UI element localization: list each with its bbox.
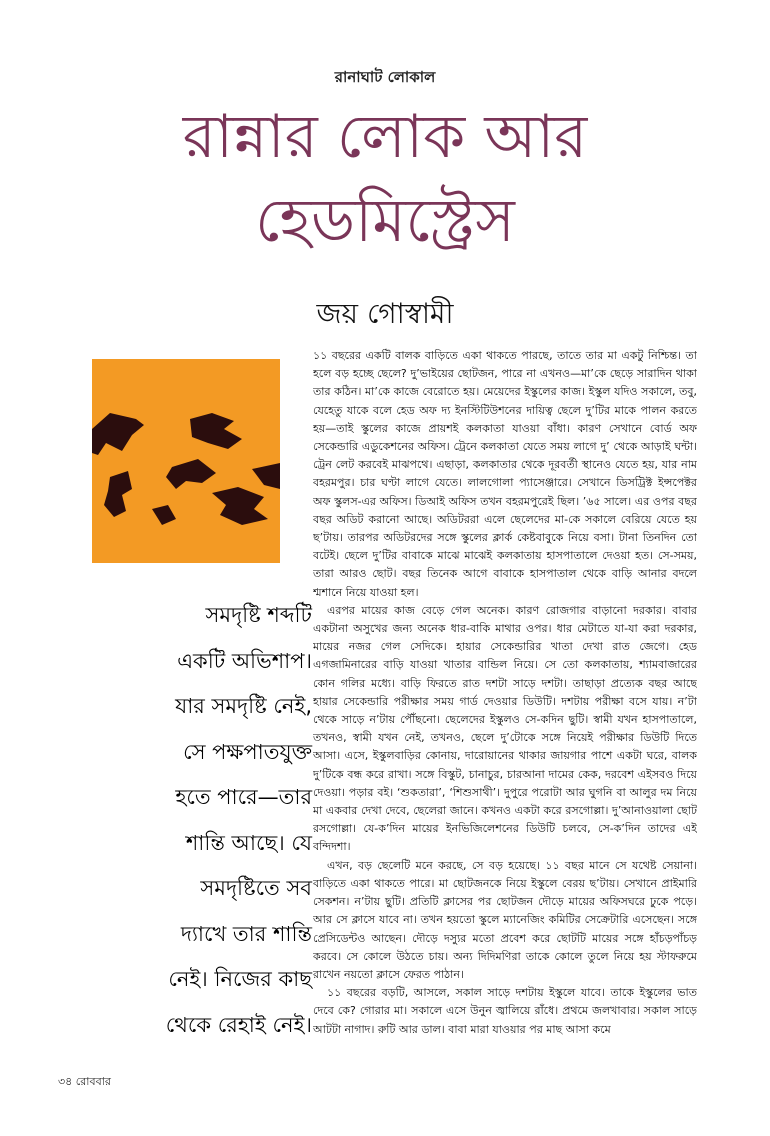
pullquote-line: থেকে রেহাই নেই।: [165, 1012, 312, 1037]
illustration-background: [92, 359, 280, 563]
title-line-1: রান্নার লোক আর: [182, 102, 588, 172]
pullquote-line: সমদৃষ্টিতে সব: [200, 876, 312, 900]
section-kicker: রানাঘাট লোকাল: [334, 68, 436, 86]
author-byline: জয় গোস্বামী: [316, 297, 454, 330]
article-body: [313, 347, 697, 1063]
pullquote-line: শান্তি আছে। যে: [185, 830, 312, 855]
body-paragraph: এরপর মায়ের কাজ বেড়ে গেল অনেক। কারণ রোজগার বাড়ানো দরকার। বাবার একটানা অসুখের জন্য অনেক ধার-বাকি মাথার ওপর। ধার মেটাতে যা-যা করা দরকার, মায়ের নজর গেল সেদিকে। হায়ার সেকেন্ডারির খাতা দেখা রাত জেগে। হেড এগজামিনারের বাড়ি যাওয়া খাতার বান্ডিল নিয়ে। সে তো কলকাতায়, শ্যামবাজারের কোন গলির মধ্যে। বাড়ি ফিরতে রাত দশটা সাড়ে দশটা। তাছাড়া প্রত্যেক বছর আছে হায়ার সেকেন্ডারি পরীক্ষার সময় গার্ড দেওয়ার ডিউটি। দশটায় পরীক্ষা বসে যায়। ন’টা থেকে সাড়ে ন’টায় পৌঁছনো। ছেলেদের ইস্কুলও সে-কদিন ছুটি। স্বামী যখন হাসপাতালে, তখনও, স্বামী যখন নেই, তখনও, ছেলে দু’টোকে সঙ্গে নিয়েই পরীক্ষার ডিউটি দিতে আসা। এসে, ইস্কুলবাড়ির কোনায়, দারোয়ানের থাকার জায়গার পাশে একটা ঘরে, বালক দু’টিকে বন্ধ করে রাখা। সঙ্গে বিস্কুট, চানাচুর, চারআনা দামের কেক, দরবেশ এইসবও দিয়ে দেওয়া। পড়ার বই। ‘শুকতারা’, ‘শিশুসাথী’। দুপুরে পরোটা আর ঘুগনি বা আলুর দম নিয়ে মা একবার দেখা দেবে, ছেলেরা জানে। কখনও একটা করে রসগোল্লা। দু’আনাওয়ালা ছোট রসগোল্লা। যে-ক’দিন মায়ের ইনভিজিলেশনের ডিউটি চলবে, সে-ক’দিন তাদের এই বন্দিদশা।: [313, 603, 697, 854]
abstract-illustration: [92, 359, 280, 563]
page-folio: ৩৪ রোববার: [58, 1075, 111, 1088]
title-line-2: হেডমিস্ট্রেস: [255, 186, 515, 256]
body-paragraph: এখন, বড় ছেলেটি মনে করছে, সে বড় হয়েছে। ১১ বছর মানে সে যথেষ্ট সেয়ানা। বাড়িতে একা থাকতে পারে। মা ছোটজনকে নিয়ে ইস্কুলে বেরয় ছ’টায়। সেখানে প্রাইমারি সেকশন। ন’টায় ছুটি। প্রতিটি ক্লাসের পর ছোটজন দৌড়ে মায়ের অফিসঘরে ঢুকে পড়ে। আর সে ক্লাসে যাবে না। তখন হয়তো স্কুলে ম্যানেজিং কমিটির সেক্রেটারি এসেছেন। সঙ্গে প্রেসিডেন্টও আছেন। দৌড়ে দস্যুর মতো প্রবেশ করে ছোটটি মায়ের সঙ্গে হাঁচড়পাঁচড় করবে। সে কোলে উঠতে চায়। অন্য দিদিমণিরা তাকে কোলে তুলে নিয়ে হয় স্টাফরুমে রাখেন নয়তো ক্লাসে ফেরত পাঠান।: [313, 858, 697, 981]
pull-quote: [112, 593, 312, 1048]
body-paragraph: ১১ বছরের বড়টি, আসলে, সকাল সাড়ে দশটায় ইস্কুলে যাবে। তাকে ইস্কুলের ভাত দেবে কে? গোরার মা। সকালে এসে উনুন জ্বালিয়ে রাঁধে। প্রথমে জলখাবার। সকাল সাড়ে আটটা নাগাদ। রুটি আর ডাল। বাবা মারা যাওয়ার পর মাছ আসা কমে: [313, 986, 697, 1036]
pullquote-line: নেই। নিজের কাছ: [168, 967, 312, 991]
pullquote-line: হতে পারে—তার: [175, 785, 312, 809]
pullquote-line: সমদৃষ্টি শব্দটি: [205, 603, 312, 627]
article-title: [60, 95, 710, 263]
pullquote-line: দ্যাখে তার শান্তি: [180, 921, 312, 946]
pullquote-line: যার সমদৃষ্টি নেই,: [175, 694, 312, 718]
pullquote-line: একটি অভিশাপ।: [177, 648, 312, 673]
body-paragraph: ১১ বছরের একটি বালক বাড়িতে একা থাকতে পারছে, তাতে তার মা একটু নিশ্চিন্ত। তা হলে বড় হচ্ছে ছেলে? দু’ভাইয়ের ছোটজন, পারে না এখনও—মা’কে ছেড়ে সারাদিন থাকা তার কঠিন। মা’কে কাজে বেরোতে হয়। মেয়েদের ইস্কুলের কাজ। ইস্কুল যদিও সকালে, তবু, যেহেতু যাকে বলে হেড অফ দ্য ইনস্টিটিউশনের দায়িত্ব ছেলে দু’টির মাকে পালন করতে হয়—তাই স্কুলের কাজে প্রায়শই কলকাতা যাওয়া বাঁধা। কারণ সেখানে বোর্ড অফ সেকেন্ডারি এডুকেশনের অফিস। ট্রেনে কলকাতা যেতে সময় লাগে দু’ থেকে আড়াই ঘন্টা। ট্রেন লেট করবেই মাঝপথে। এছাড়া, কলকাতার থেকে দূরবর্তী স্থানেও যেতে হয়, যার নাম বহরমপুর। চার ঘণ্টা লাগে যেতে। লালগোলা প্যাসেঞ্জারে। সেখানে ডিসট্রিক্ট ইন্সপেক্টর অফ স্কুলস-এর অফিস। ডিআই অফিস তখন বহরমপুরেই ছিল। ’৬৫ সালে। এর ওপর বছর বছর অডিট করানো আছে। অডিটররা এলে ছেলেদের মা-কে সকালে বেরিয়ে যেতে হয় ছ’টায়। তারপর অডিটরদের সঙ্গে স্কুলের ক্লার্ক কেষ্টবাবুকে নিয়ে বসা। টানা তিনদিন তো বটেই। ছেলে দু’টির বাবাকে মাঝে মাঝেই কলকাতায় হাসপাতালে দেওয়া হত। সে-সময়, তারা আরও ছোট। বছর তিনেক আগে বাবাকে হাসপাতাল থেকে বাড়ি আনার বদলে শ্মশানে নিয়ে যাওয়া হল।: [313, 349, 697, 599]
pullquote-line: সে পক্ষপাতযুক্ত: [183, 739, 312, 764]
